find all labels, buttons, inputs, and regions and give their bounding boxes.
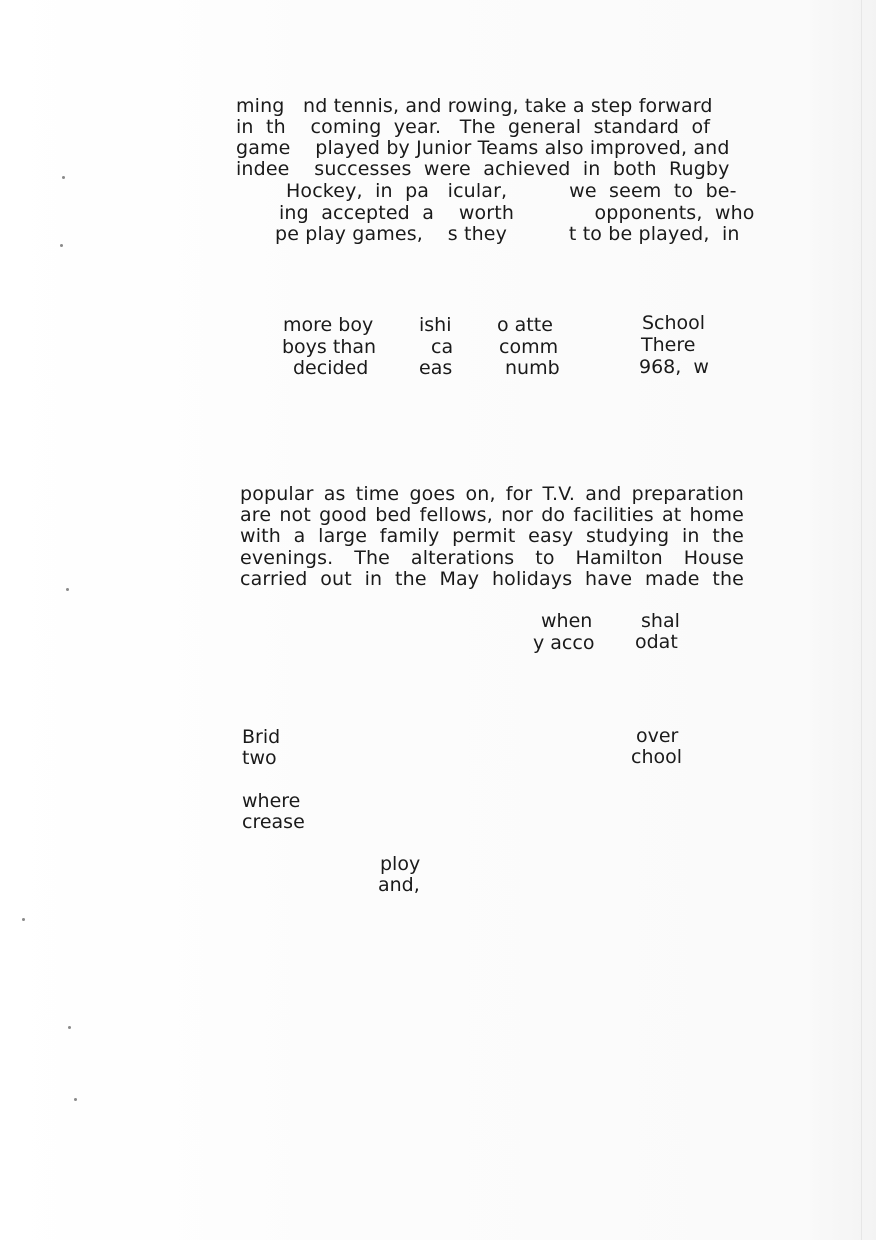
page-edge-shadow <box>861 0 862 1240</box>
scan-speck <box>60 244 63 247</box>
fragment: Brid <box>242 726 281 748</box>
fragment: where <box>242 790 301 812</box>
paragraph-1-line-7: pe play games, s they t to be played, in <box>275 223 740 245</box>
paragraph-2-line-2: are not good bed fellows, nor do facilities at home <box>240 504 744 526</box>
fragment: over <box>636 725 679 747</box>
paragraph-1-line-2: in th coming year. The general standard of <box>236 116 711 138</box>
fragment: ca <box>431 336 454 358</box>
scan-speck <box>74 1098 77 1101</box>
fragment: ploy <box>380 853 421 875</box>
paragraph-1-line-3: game played by Junior Teams also improved, and <box>236 137 730 159</box>
fragment: shal <box>641 610 680 632</box>
paragraph-2-line-4: evenings. The alterations to Hamilton House <box>240 547 744 569</box>
scan-speck <box>22 918 25 921</box>
fragment: when <box>541 610 593 632</box>
fragment: decided <box>293 357 369 379</box>
fragment: 968, w <box>639 356 709 378</box>
fragment: ishi <box>419 314 452 336</box>
fragment: numb <box>505 357 560 379</box>
fragment: boys than <box>282 336 377 358</box>
fragment: eas <box>419 357 453 379</box>
scan-speck <box>62 176 65 179</box>
fragment: There <box>641 334 696 356</box>
paragraph-2-line-3: with a large family permit easy studying in the <box>240 525 744 547</box>
fragment: School <box>642 312 706 334</box>
paragraph-1-line-6: ing accepted a worth opponents, who <box>279 202 755 224</box>
fragment: odat <box>635 631 678 653</box>
fragment: more boy <box>283 314 374 336</box>
fragment: o atte <box>497 314 553 336</box>
fragment: chool <box>631 746 683 768</box>
fragment: crease <box>242 811 305 833</box>
fragment: comm <box>499 336 559 358</box>
paragraph-1-line-5: Hockey, in pa icular, we seem to be- <box>286 180 737 202</box>
fragment: two <box>242 747 277 769</box>
paragraph-1-line-1: ming nd tennis, and rowing, take a step forward <box>236 95 713 117</box>
scan-speck <box>68 1026 71 1029</box>
scan-speck <box>66 588 69 591</box>
paragraph-2-line-5: carried out in the May holidays have made the <box>240 568 744 590</box>
paragraph-1-line-4: indee successes were achieved in both Rugby <box>236 158 730 180</box>
paragraph-2-line-1: popular as time goes on, for T.V. and preparation <box>240 483 744 505</box>
fragment: and, <box>378 874 420 896</box>
fragment: y acco <box>533 632 595 654</box>
